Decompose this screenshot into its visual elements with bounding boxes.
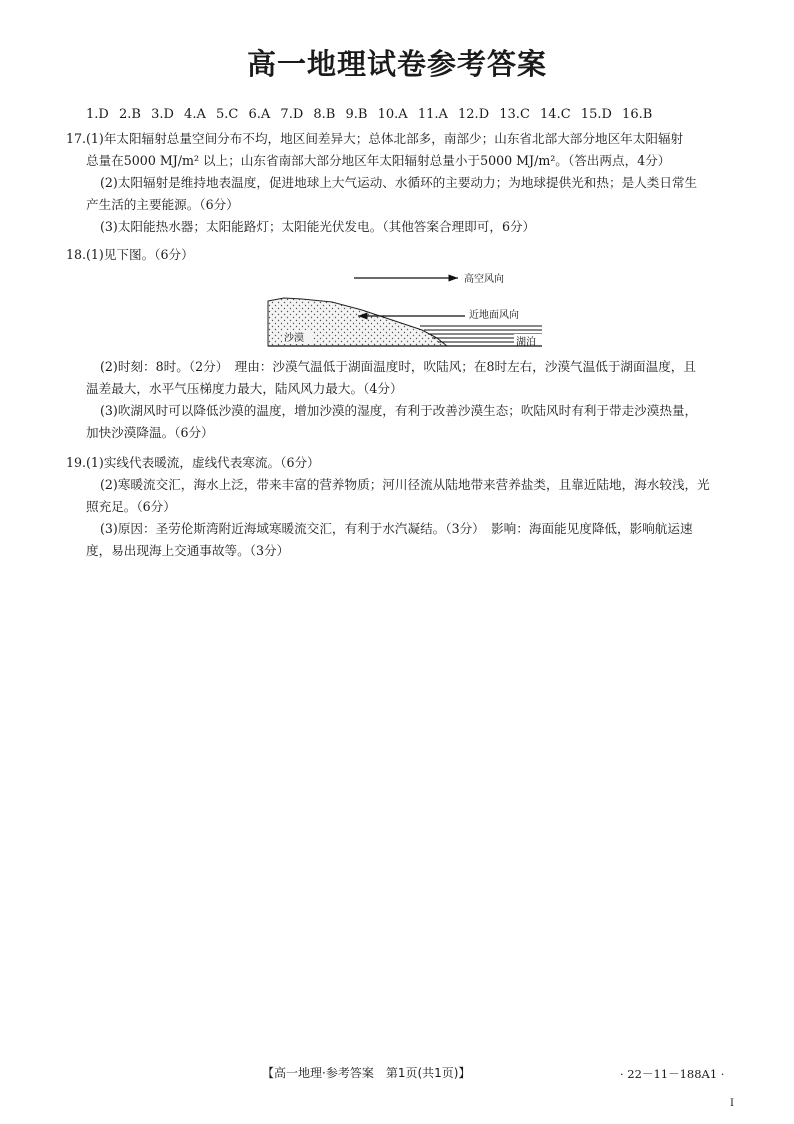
answer-item: 5.C [215,107,239,122]
answer-item: 7.D [280,107,304,122]
answer-line: (2)寒暖流交汇，海水上泛，带来丰富的营养物质；河川径流从陆地带来营养盐类，且靠近陆地，海水较浅，光 [100,477,710,492]
answer-line: (3)原因：圣劳伦斯湾附近海域寒暖流交汇，有利于水汽凝结。（3分） 影响：海面能见度降低，影响航运速 [100,521,693,536]
answer-line: 总量在5000 MJ/m² 以上；山东省南部大部分地区年太阳辐射总量小于5000 MJ/m²。（答出两点，4分） [86,153,671,168]
answer-line: 照充足。（6分） [86,499,176,514]
upper-wind-label: 高空风向 [464,274,504,285]
page-title: 高一地理试卷参考答案 [246,47,547,81]
answer-line: (2)时刻：8时。（2分） 理由：沙漠气温低于湖面温度时，吹陆风；在8时左右，沙漠气温低于湖面温度，且 [100,359,696,374]
answer-item: 11.A [417,107,448,122]
question-number: 17. [66,131,87,146]
answer-line: 度，易出现海上交通事故等。（3分） [86,543,290,558]
surface-wind-label: 近地面风向 [469,310,519,321]
answer-line: (1)实线代表暖流，虚线代表寒流。（6分） [86,455,320,470]
answer-item: 10.A [377,107,408,122]
answer-item: 3.D [151,107,174,122]
question-18 [66,244,726,266]
question-number: 19. [66,455,87,470]
answer-item: 8.B [313,107,336,122]
answer-line: 温差最大，水平气压梯度力最大，陆风风力最大。（4分） [86,381,403,396]
answer-line: (3)太阳能热水器；太阳能路灯；太阳能光伏发电。（其他答案合理即可，6分） [100,219,536,234]
answer-line: (1)年太阳辐射总量空间分布不均，地区间差异大；总体北部多，南部少；山东省北部大部分地区年太阳辐射 [86,131,684,146]
corner-mark: I [730,1098,734,1109]
desert-label: 沙漠 [284,333,304,344]
answer-item: 12.D [458,107,490,122]
answer-item: 15.D [580,107,612,122]
answer-line: 产生活的主要能源。（6分） [86,197,239,212]
answer-item: 14.C [540,107,571,122]
question-19 [66,452,726,562]
multiple-choice-answers [86,107,658,122]
answer-item: 4.A [184,107,206,122]
answer-item: 16.B [622,107,653,122]
question-17 [66,128,726,238]
answer-item: 6.A [248,107,271,122]
answer-line: (2)太阳辐射是维持地表温度，促进地球上大气运动、水循环的主要动力；为地球提供光和热；是人类日常生 [100,175,698,190]
question-number: 18. [66,247,87,262]
answer-item: 9.B [345,107,368,122]
document-code: · 22－11－188A1 · [620,1067,725,1081]
question-18-continued [86,356,726,444]
answer-line: (3)吹湖风时可以降低沙漠的温度，增加沙漠的湿度，有利于改善沙漠生态；吹陆风时有利于带走沙漠热量， [100,403,698,418]
answer-line: (1)见下图。（6分） [86,247,194,262]
answer-line: 加快沙漠降温。（6分） [86,425,214,440]
page-footer: 【高一地理·参考答案 第1页(共1页)】 [262,1066,471,1080]
answer-item: 1.D [86,107,109,122]
land-lake-breeze-diagram [262,268,548,360]
lake-label: 湖泊 [516,337,536,348]
answer-item: 13.C [499,107,530,122]
answer-item: 2.B [118,107,141,122]
